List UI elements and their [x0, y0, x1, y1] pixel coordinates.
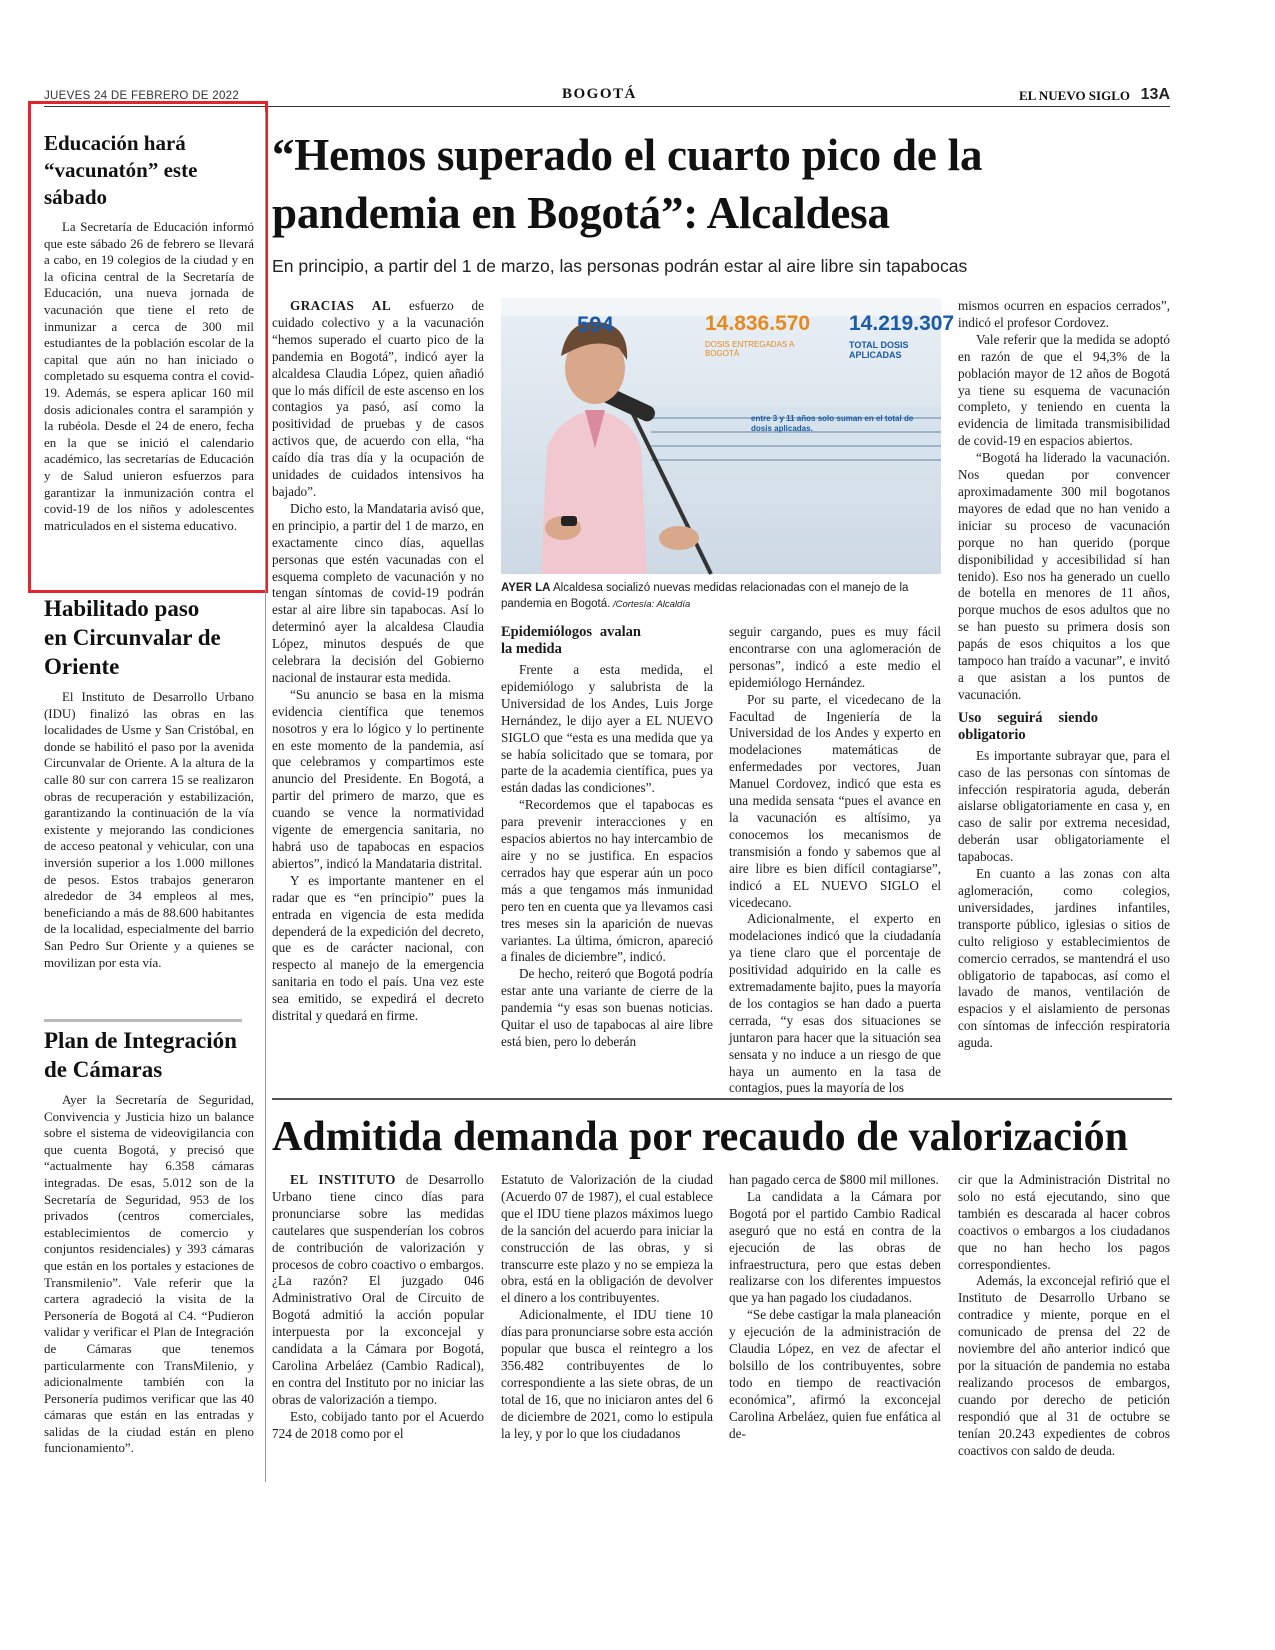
brief-body: El Instituto de Desarrollo Urbano (IDU) finalizó las obras en las localidades de Usme y San Cristóbal, en donde se habilitó el paso por la avenida Circunvalar de Oriente. A la altura de la calle 80 sur con carrera 15 se realizaron obras de recuperación y estabilización, garantizando la continuación de la vía existente y mejorando las condiciones de acceso peatonal y vehicular, con una inversión superior a los 1.000 millones de pesos. Estos trabajos generaron alrededor de 34 empleos al mes, beneficiando a más de 88.600 habitantes de la localidad, especialmente del barrio San Pedro Sur Oriente y a quienes se movilizan por esta vía.: [44, 690, 254, 970]
page-number: 13A: [1140, 86, 1170, 103]
photo-credit: /Cortesía: Alcaldía: [610, 599, 691, 610]
brief-body: La Secretaría de Educación informó que este sábado 26 de febrero se llevará a cabo, en 19 colegios de la ciudad y en la oficina central de la Secretaría de Educación, una nueva jornada de vacunación que tiene el reto de inmunizar a cerca de 300 mil estudiantes de la población escolar de la capital que aún no han iniciado o completado su esquema contra el covid-19. Además, se espera aplicar 160 mil dosis adicionales contra el sarampión y la rubéola. Desde el 24 de enero, fecha en la que se inició el calendario académico, las secretarías de Educación y de Salud unieron esfuerzos para garantizar la inmunización contra el covid-19 de los niños y adolescentes matriculados en el sistema educativo.: [44, 220, 254, 533]
brief-camaras: [44, 1026, 254, 1457]
brief-title: Plan de Integración de Cámaras: [44, 1028, 237, 1082]
caption-lead: AYER LA: [501, 582, 551, 594]
screen-number: 14.836.570: [705, 312, 811, 335]
main-headline: “Hemos superado el cuarto pico de la pandemia en Bogotá”: Alcaldesa: [272, 130, 983, 238]
second-col-4: cir que la Administración Distrital no solo no está ejecutando, sino que también es descarada al hacer cobros coactivos o embargos a los ciudadanos que no han hecho los pagos correspondientes. Además, la exconcejal refirió que el Instituto de Desarrollo Urbano se contradice y miente, porque en el comunicado de prensa del 22 de noviembre del año anterior indicó que por la situación de pandemia no estaba realizando procesos de embargos, cuando por derecho de petición respondió que al 31 de octubre se tenían 20.243 expedientes de cobros coactivos con saldo de deuda.: [958, 1172, 1170, 1458]
brief-title: Habilitado paso en Circunvalar de Oriente: [44, 596, 221, 679]
second-col-1: EL INSTITUTO de Desarrollo Urbano tiene cinco días para pronunciarse sobre las medidas cautelares que suspenderían los cobros de contribución de valorización y procesos de cobro coactivo o embargos. ¿La razón? El juzgado 046 Administrativo Oral de Circuito de Bogotá admitió la acción popular interpuesta por la exconcejal y candidata a la Cámara por Bogotá, Carolina Arbeláez (Cambio Radical), en contra del Instituto por no iniciar las obras de valorización a tiempo. Esto, cobijado tanto por el Acuerdo 724 de 2018 como por el: [272, 1172, 484, 1441]
screen-number: 14.219.307: [849, 312, 955, 335]
section-subhead: Uso seguirá siendo obligatorio: [958, 709, 1098, 743]
article-divider: [272, 1098, 1172, 1100]
main-deck: En principio, a partir del 1 de marzo, las personas podrán estar al aire libre sin tapabocas: [272, 256, 968, 276]
main-col-4: mismos ocurren en espacios cerrados”, indicó el profesor Cordovez. Vale referir que la medida se adoptó en razón de que el 94,3% de la población mayor de 12 años de Bogotá ya tiene su esquema de vacunación completo, y teniendo en cuenta la evidencia de limitada transmisibilidad de covid-19 en espacios abiertos. “Bogotá ha liderado la vacunación. Nos quedan por convencer aproximadamente 300 mil bogotanos mayores de edad que no han venido a iniciar su proceso de vacunación porque no han querido (porque disponibilidad y accesibilidad sí han tenido). Eso nos ha generado un cuello de botella en menores de 11 años, porque muchos de esos adultos que no se han puesto su primera dosis son papás de esos chiquitos a los que tampoco han traído a vacunar”, e invitó a que asistan a los puntos de vacunación. Uso seguirá siendo obligatorio Es importante subrayar que, para el caso de las personas con síntomas de infección respiratoria aguda, deberán aislarse obligatoriamente en casa y, en caso de salir por extrema necesidad, deberán usar obligatoriamente el tapabocas. En cuanto a las zonas con alta aglomeración, como colegios, universidades, jardines infantiles, transporte público, iglesias o sitios de culto religioso y establecimientos de comercio cerrados, se mantendrá el uso obligatorio de tapabocas, así como el lavado de manos, ventilación de espacios y el aislamiento de personas con síntomas de infección respiratoria aguda.: [958, 298, 1170, 1051]
photo-caption: [501, 580, 941, 613]
brief-body: Ayer la Secretaría de Seguridad, Convivencia y Justicia hizo un balance sobre el sistema de videovigilancia con que cuenta Bogotá, y precisó que “actualmente hay 6.358 cámaras integradas. De esas, 5.012 son de la Secretaría de Seguridad, 953 de los privados (centros comerciales, establecimientos de comercio y conjuntos residenciales) y 393 cámaras que están en los portales y estaciones de Transmilenio”. Vale referir que la cartera agradeció la visita de la Personería de Bogotá al C4. “Pudieron validar y verificar el Plan de Integración de Cámaras que tenemos particularmente con TransMilenio, y adicionalmente también con la Personería pudimos verificar que las 40 cámaras que están en las entradas y salidas de la ciudad están en pleno funcionamiento”.: [44, 1093, 254, 1456]
second-headline: Admitida demanda por recaudo de valorización: [272, 1114, 1128, 1160]
main-col-1: GRACIAS AL esfuerzo de cuidado colectivo y a la vacunación “hemos superado el cuarto pico de la pandemia en Bogotá”, indicó ayer la alcaldesa Claudia López, quien añadió que lo más difícil de este ascenso en los contagios ya pasó, así como la positividad de pruebas y de casos activos que, de acuerdo con ella, “ha caído día tras día y la ocupación de unidades de cuidados intensivos ha bajado”. Dicho esto, la Mandataria avisó que, en principio, a partir del 1 de marzo, en exactamente cinco días, aquellas personas que estén vacunadas con el esquema completo de vacunación y no tengan síntomas de covid-19 podrán estar al aire libre sin tapabocas. Así lo determinó ayer la alcaldesa Claudia López, minutos después de que celebrara la decisión del Gobierno nacional de instaurar esta medida. “Su anuncio se basa en la misma evidencia científica que tenemos nosotros y era lo lógico y lo pertinente en este momento de la pandemia, así que celebramos y compartimos este anuncio del Presidente. En Bogotá, a partir del primero de marzo, que es cuando se vence la normatividad vigente de emergencia sanitaria, no habrá uso de tapabocas en espacios abiertos”, indicó la Mandataria distrital. Y es importante mantener en el radar que es “en principio” pues la entrada en vigencia de esta medida dependerá de la expedición del decreto, que es de carácter nacional, con respecto al manejo de la emergencia sanitaria en todo el país. Una vez este sea emitido, se expedirá el decreto distrital y quedará en firme.: [272, 298, 484, 1024]
brief-title: Educación hará “vacunatón” este sábado: [44, 131, 198, 209]
section-subhead: Epidemiólogos avalan la medida: [501, 624, 641, 657]
brief-vacunaton: [44, 130, 254, 534]
screen-label: DOSIS ENTREGADAS A BOGOTÁ: [705, 340, 794, 358]
sidebar-separator: [265, 112, 266, 1482]
issue-date: JUEVES 24 DE FEBRERO DE 2022: [44, 90, 240, 102]
screen-label: TOTAL DOSIS APLICADAS: [849, 340, 909, 360]
main-col-3: seguir cargando, pues es muy fácil encontrarse con una aglomeración de personas”, indicó a este medio el epidemiólogo Hernández. Por su parte, el vicedecano de la Facultad de Ingeniería de la Universidad de los Andes y experto en modelaciones matemáticas de enfermedades por vectores, Juan Manuel Cordovez, indicó que esta es una medida sensata “pues el avance en la vacunación es altísimo, ya conocemos los mecanismos de transmisión a fondo y sabemos que al aire libre es bien difícil contagiarse”, indicó a EL NUEVO SIGLO el vicedecano. Adicionalmente, el experto en modelaciones indicó que la ciudadanía ya tiene claro que el porcentaje de positividad adquirido en la calle es extremadamente bajito, pues la mayoría de los contagios se han dado a puerta cerrada, “y esas dos situaciones se juntaron para hacer que la situación sea sensata y no induce a un riesgo de que haya un aumento en la tasa de contagios, pues la mayoría de los: [729, 624, 941, 1096]
caption-text: Alcaldesa socializó nuevas medidas relacionadas con el manejo de la pandemia en Bogotá.: [501, 582, 909, 610]
second-col-3: han pagado cerca de $800 mil millones. La candidata a la Cámara por Bogotá por el partido Cambio Radical aseguró que no está en contra de la ejecución de las obras de infraestructura, pero que estas deben realizarse con los diferentes impuestos que ya han pagado los ciudadanos. “Se debe castigar la mala planeación y ejecución de la administración de Claudia López, en vez de afectar el bolsillo de los contribuyentes, sobre todo en tiempo de reactivación económica”, afirmó la exconcejal Carolina Arbeláez, quien fue enfática al de-: [729, 1172, 941, 1441]
newspaper-name: EL NUEVO SIGLO: [1019, 88, 1130, 103]
main-col-2: Epidemiólogos avalan la medida Frente a esta medida, el epidemiólogo y salubrista de la Universidad de los Andes, Luis Jorge Hernández, le dijo ayer a EL NUEVO SIGLO que “esta es una medida que ya se había solicitado que se tomara, por parte de la academia científica, pues ya están dadas las condiciones”. “Recordemos que el tapabocas es para prevenir interacciones y en espacios abiertos no hay intercambio de aire y no se justifica. En espacios cerrados hay que esperar aún un poco más a que tengamos más inmunidad pero ten en cuenta que ya llevamos casi tres meses sin la aparición de nuevas variantes. La última, ómicron, apareció a finales de diciembre”, indicó. De hecho, reiteró que Bogotá podría estar ante una variante de cierre de la pandemia “y esas son buenas noticias. Quitar el uso de tapabocas al aire libre está bien, pero lo deberán: [501, 624, 713, 1049]
sidebar-divider: [44, 1019, 242, 1022]
brief-circunvalar: [44, 594, 254, 971]
lead-in: GRACIAS AL: [290, 298, 392, 313]
screen-note: entre 3 y 11 años solo suman en el total de dosis aplicadas.: [751, 414, 914, 433]
section-name: BOGOTÁ: [562, 86, 637, 102]
screen-number: 594: [577, 312, 614, 337]
second-col-2: Estatuto de Valorización de la ciudad (Acuerdo 07 de 1987), el cual establece que el IDU tiene plazos máximos luego de la sanción del acuerdo para iniciar la construcción de las obras, y si transcurre este plazo y no se empieza la obra, está en la obligación de devolver el dinero a los contribuyentes. Adicionalmente, el IDU tiene 10 días para pronunciarse sobre esta acción popular que busca el reintegro a los 356.482 contribuyentes de lo correspondiente a las siete obras, de un total de 16, que no iniciaron antes del 6 de diciembre de 2021, como lo estipula la ley, y por lo que los ciudadanos: [501, 1172, 714, 1441]
main-photo: [501, 298, 955, 574]
lead-in: EL INSTITUTO: [290, 1172, 396, 1187]
